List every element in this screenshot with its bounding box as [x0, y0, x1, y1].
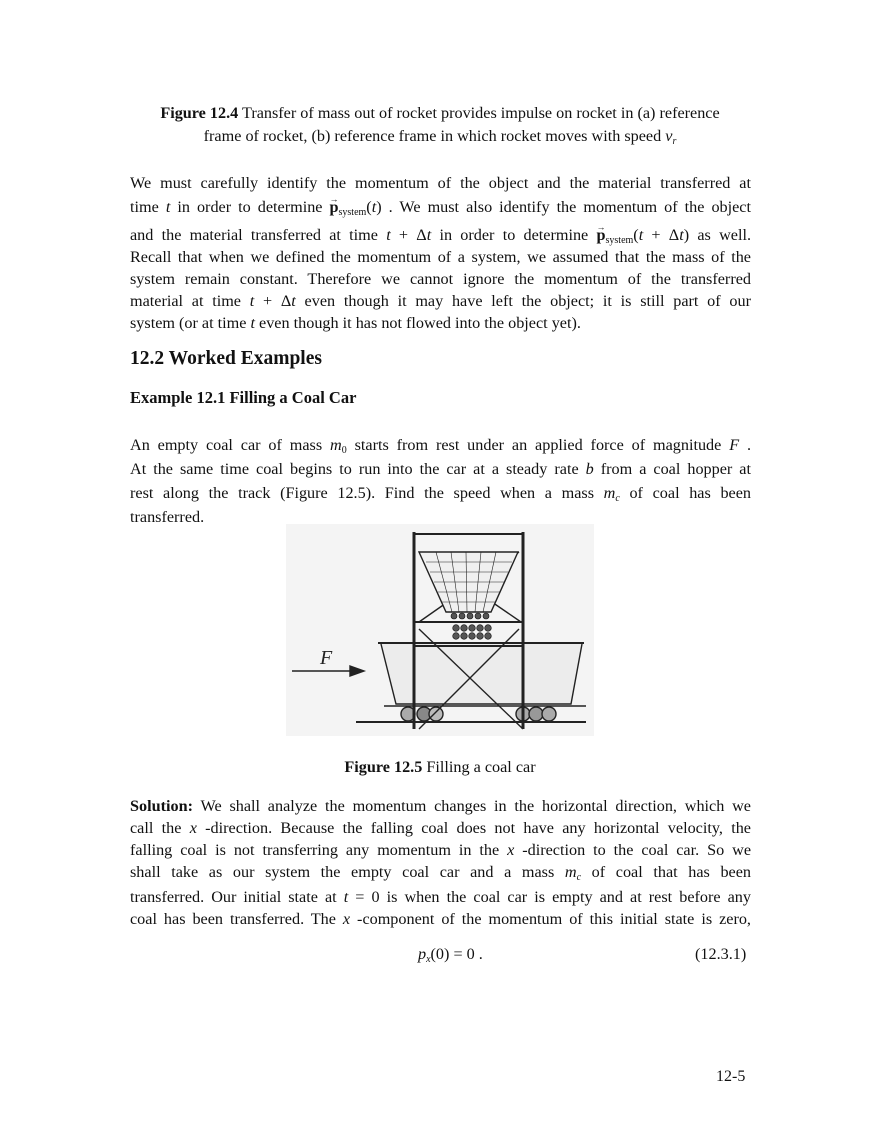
- text-line: coal has been transferred. The x -component of the momentum of this initial state is zero,: [130, 910, 751, 928]
- page-number: 12-5: [716, 1068, 746, 1085]
- solution-paragraph: [130, 795, 751, 930]
- text-line: Solution: We shall analyze the momentum changes in the horizontal direction, which we: [130, 797, 751, 815]
- figure-12-4-caption: Figure 12.4 Transfer of mass out of rocket provides impulse on rocket in (a) reference frame of rocket, (b) reference frame in which rocket moves with speed $v_r$: [160, 104, 720, 147]
- equation-number: (12.3.1): [695, 945, 747, 963]
- text-line: system remain constant. Therefore we cannot ignore the momentum of the transferred: [130, 270, 751, 288]
- figure-12-5-caption: Figure 12.5 Filling a coal car: [344, 758, 536, 776]
- equation-12-3-1: [0, 945, 880, 967]
- problem-paragraph: [130, 433, 751, 529]
- text-line: material at time t + Δt even though it may have left the object; it is still part of our: [130, 292, 751, 310]
- text-line: call the x -direction. Because the falling coal does not have any horizontal velocity, the: [130, 819, 751, 837]
- text-line: shall take as our system the empty coal car and a mass $m_c$ of coal that has been: [130, 863, 751, 883]
- coal-car-illustration: [286, 524, 594, 736]
- text-line: An empty coal car of mass $m_0$ starts from rest under an applied force of magnitude F .: [130, 436, 752, 456]
- equation-expression: $p_x(0) = 0$ .: [418, 945, 483, 965]
- text-line: falling coal is not transferring any momentum in the x -direction to the coal car. So we: [130, 841, 752, 859]
- text-line: Recall that when we defined the momentum of a system, we assumed that the mass of the: [130, 248, 751, 266]
- caption-label: Figure 12.4: [160, 104, 239, 122]
- text-line: rest along the track (Figure 12.5). Find the speed when a mass $m_c$ of coal has been: [130, 484, 751, 504]
- example-heading: Example 12.1 Filling a Coal Car: [130, 388, 357, 407]
- coal-car-figure: [286, 524, 594, 736]
- text-line: transferred. Our initial state at t = 0 is when the coal car is empty and at rest before any: [130, 888, 751, 906]
- intro-paragraph: [130, 172, 751, 334]
- text-line: transferred.: [130, 508, 205, 526]
- section-heading: 12.2 Worked Examples: [130, 348, 322, 369]
- force-label: F: [320, 647, 333, 669]
- text-line: and the material transferred at time t + Δt in order to determine → $p_{system}(t + \Delta t)$ as well.: [130, 224, 751, 246]
- text-line: system (or at time t even though it has not flowed into the object yet).: [130, 314, 581, 332]
- text-line: time t in order to determine → $p_{system}(t)$ . We must also identify the momentum of the object: [130, 196, 751, 218]
- text-line: We must carefully identify the momentum of the object and the material transferred at: [130, 174, 751, 192]
- text-line: At the same time coal begins to run into the car at a steady rate b from a coal hopper at: [130, 460, 751, 478]
